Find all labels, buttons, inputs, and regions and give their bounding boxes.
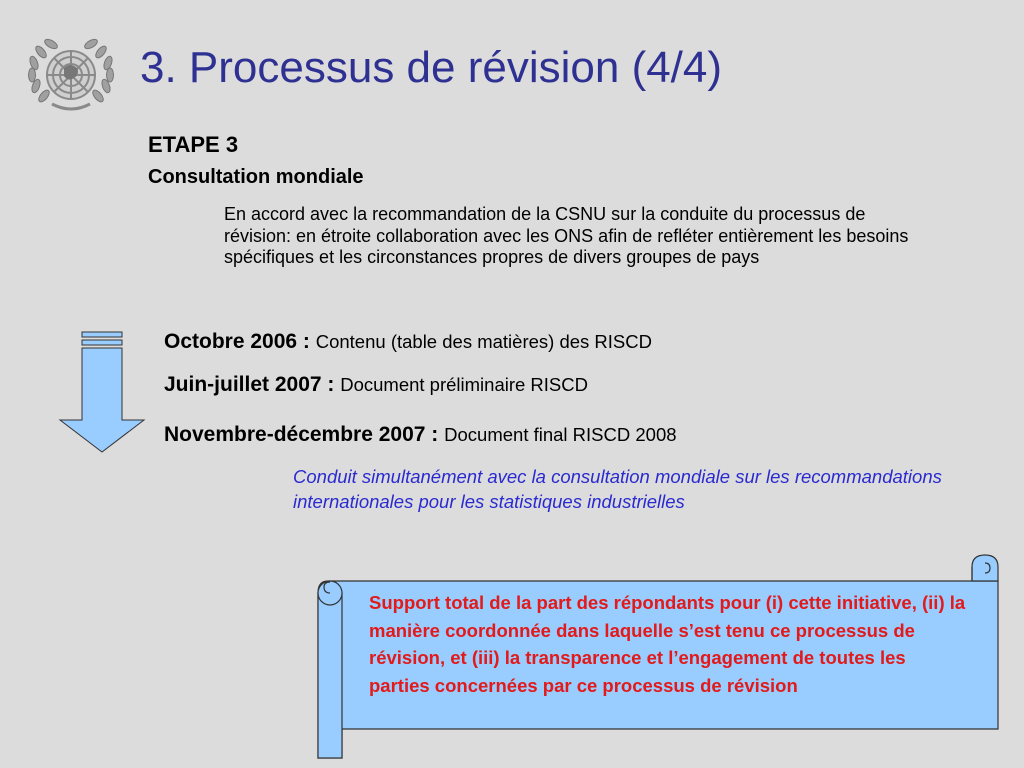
timeline-item bbox=[164, 330, 652, 354]
step-name: Consultation mondiale bbox=[148, 166, 364, 188]
slide-title: 3. Processus de révision (4/4) bbox=[140, 43, 723, 92]
timeline-desc: Document préliminaire RISCD bbox=[340, 374, 588, 395]
timeline-date: Juin-juillet 2007 : bbox=[164, 373, 341, 396]
note-italic: Conduit simultanément avec la consultation mondiale sur les recommandations internationales pour les statistiques industrielles bbox=[293, 466, 942, 512]
timeline-desc: Contenu (table des matières) des RISCD bbox=[315, 331, 652, 352]
step-label: ETAPE 3 bbox=[148, 132, 239, 157]
timeline-desc: Document final RISCD 2008 bbox=[444, 424, 677, 445]
timeline-date: Octobre 2006 : bbox=[164, 330, 316, 353]
callout-text: Support total de la part des répondants pour (i) cette initiative, (ii) la manière coordonnée dans laquelle s’est tenu ce processus de révision, et (iii) la transparence et l’engagement de toutes les parties concernées par ce processus de révision bbox=[369, 592, 966, 696]
timeline-item bbox=[164, 423, 677, 447]
intro-paragraph: En accord avec la recommandation de la CSNU sur la conduite du processus de révision: en étroite collaboration avec les ONS afin de refléter entièrement les besoins spécifiques et les circonstances propres de divers groupes de pays bbox=[224, 204, 909, 267]
down-arrow-icon bbox=[58, 331, 146, 453]
timeline-date: Novembre-décembre 2007 : bbox=[164, 423, 445, 446]
timeline-item bbox=[164, 373, 588, 397]
un-emblem-icon bbox=[22, 34, 120, 116]
